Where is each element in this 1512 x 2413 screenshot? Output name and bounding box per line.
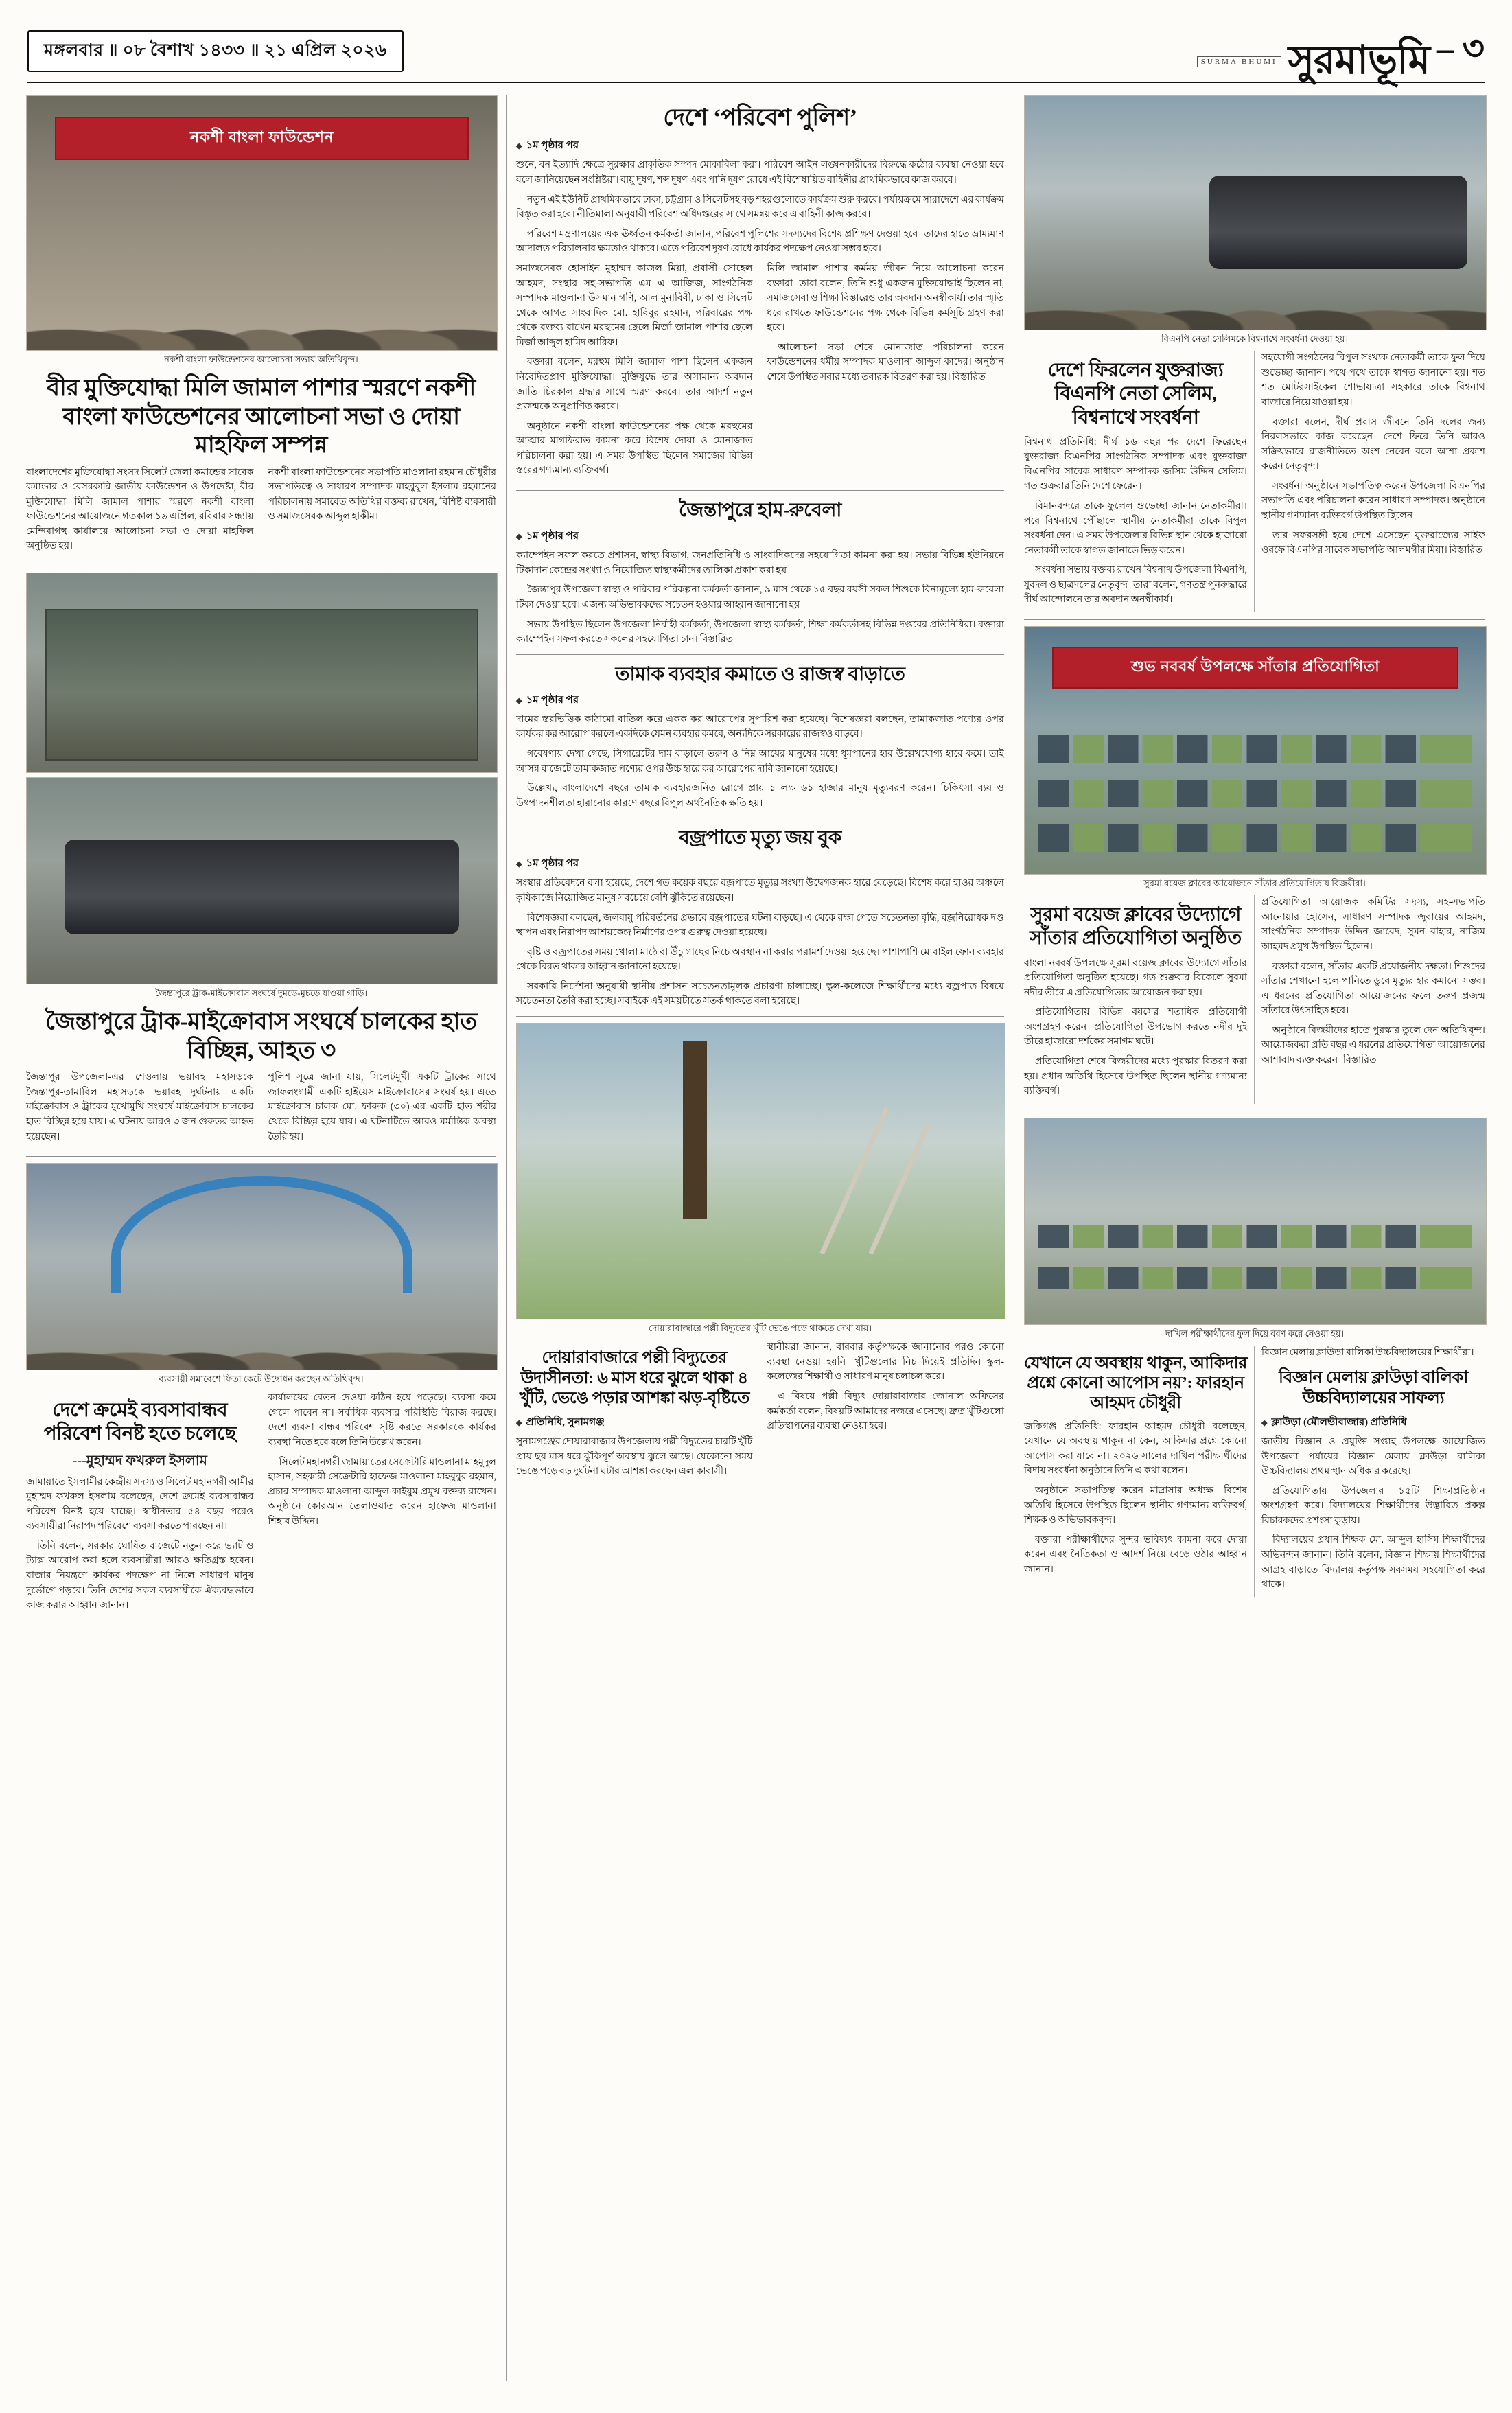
- story-paragraph: প্রতিযোগিতায় উপজেলার ১৫টি শিক্ষাপ্রতিষ্ঠান অংশগ্রহণ করে। বিদ্যালয়ের শিক্ষার্থীদের উদ্ভাবিত প্রকল্প বিচারকদের প্রশংসা কুড়ায়।: [1261, 1485, 1485, 1526]
- story-paragraph: অনুষ্ঠানে নকশী বাংলা ফাউন্ডেশনের পক্ষ থেকে মরহুমের আত্মার মাগফিরাত কামনা করে বিশেষ দোয়া ও মোনাজাত পরিচালনা করা হয়। এ সময় উপস্থিত ছিলেন সমাজের বিভিন্ন স্তরের গণ্যমান্য ব্যক্তিবর্গ।: [516, 420, 753, 476]
- story-paragraph: তার সফরসঙ্গী হয়ে দেশে এসেছেন যুক্তরাজ্যের সাইফ ওরফে বিএনপির সাবেক সভাপতি আলমগীর মিয়া। বিস্তারিত: [1261, 529, 1485, 556]
- brand-tagline: SURMA BHUMI: [1197, 56, 1281, 67]
- story-paragraph: জাতীয় বিজ্ঞান ও প্রযুক্তি সপ্তাহ উপলক্ষে আয়োজিত উপজেলা পর্যায়ের বিজ্ঞান মেলায় ক্লাউড়া বালিকা উচ্চবিদ্যালয় প্রথম স্থান অধিকার করেছে।: [1261, 1436, 1485, 1477]
- photo-banner: শুভ নববর্ষ উপলক্ষে সাঁতার প্রতিযোগিতা: [1052, 647, 1458, 689]
- photo-people-row: [1038, 824, 1472, 852]
- story-paragraph: বক্তারা বলেন, সাঁতার একটি প্রয়োজনীয় দক্ষতা। শিশুদের সাঁতার শেখানো হলে পানিতে ডুবে মৃত্যুর হার কমানো সম্ভব। এ ধরনের প্রতিযোগিতা আয়োজনের ফলে তরুণ প্রজন্ম সাঁতারে উৎসাহিত হবে।: [1261, 960, 1485, 1017]
- truck-shape: [45, 609, 478, 760]
- headline-measles-rubella: জৈন্তাপুরে হাম-রুবেলা: [678, 500, 842, 522]
- byline-continued: ◆ ১ম পৃষ্ঠার পর: [516, 692, 1004, 709]
- story-paragraph: বাংলাদেশের মুক্তিযোদ্ধা সংসদ সিলেট জেলা কমান্ডের সাবেক কমান্ডার ও বেসরকারি জাতীয় ফাউন্ডেশন ও উপদেষ্টা, বীর মুক্তিযোদ্ধা মিলি জামাল পাশার স্মরণে নকশী বাংলা ফাউন্ডেশনের আয়োজনে গতকাল ১৯ এপ্রিল, রবিবার সন্ধ্যায় মেন্দিবাগস্থ কার্যালয়ে আলোচনা সভা ও দোয়া মাহফিল অনুষ্ঠিত হয়।: [26, 466, 254, 552]
- photo-caption: ব্যবসায়ী সমাবেশে ফিতা কেটে উদ্বোধন করছেন অতিথিবৃন্দ।: [159, 1374, 364, 1385]
- story-paragraph: প্রতিযোগিতা আয়োজক কমিটির সদস্য, সহ-সভাপতি আনোয়ার হোসেন, সাধারণ সম্পাদক জুবায়ের আহমদ, সাংগঠনিক সম্পাদক উদ্দিন জাবেদ, সুমন বাহার, নাজিম আহমদ প্রমুখ উপস্থিত ছিলেন।: [1261, 897, 1485, 952]
- story-paragraph: বিদ্যালয়ের প্রধান শিক্ষক মো. আব্দুল হাসিম শিক্ষার্থীদের অভিনন্দন জানান। তিনি বলেন, বিজ্ঞান শিক্ষায় শিক্ষার্থীদের আগ্রহ বাড়াতে বিদ্যালয় কর্তৃপক্ষ সবসময় সহযোগিতা করে থাকে।: [1261, 1534, 1485, 1591]
- column-left: [26, 95, 507, 2381]
- photo-caption: জৈন্তাপুরে ট্রাক-মাইক্রোবাস সংঘর্ষে দুমড়ে-মুচড়ে যাওয়া গাড়ি।: [154, 988, 368, 999]
- story-paragraph: তিনি বলেন, সরকার ঘোষিত বাজেটে নতুন করে ভ্যাট ও ট্যাক্স আরোপ করা হলে ব্যবসায়ীরা আরও ক্ষতিগ্রস্ত হবেন। বাজার নিয়ন্ত্রণে কার্যকর পদক্ষেপ না নিলে সাধারণ মানুষ দুর্ভোগে পড়বে। তিনি দেশের সকল ব্যবসায়ীকে ঐক্যবদ্ধভাবে কাজ করার আহ্বান জানান।: [26, 1540, 254, 1611]
- story-paragraph: মিলি জামাল পাশার কর্মময় জীবন নিয়ে আলোচনা করেন বক্তারা। তারা বলেন, তিনি শুধু একজন মুক্তিযোদ্ধাই ছিলেন না, সমাজসেবা ও শিক্ষা বিস্তারেও তার অবদান অনস্বীকার্য। তার স্মৃতি ধরে রাখতে ফাউন্ডেশনের পক্ষ থেকে বিভিন্ন কর্মসূচি গ্রহণ করা হবে।: [767, 262, 1004, 334]
- photo-people: [27, 233, 497, 350]
- photo-people-row: [1038, 735, 1472, 763]
- headline-jaintapur-accident: জৈন্তাপুরে ট্রাক-মাইক্রোবাস সংঘর্ষে চালকের হাত বিচ্ছিন্ন, আহত ৩: [45, 1009, 478, 1063]
- photo-caption: বিএনপি নেতা সেলিমকে বিশ্বনাথে সংবর্ধনা দেওয়া হয়।: [1161, 334, 1349, 344]
- story-paragraph: স্থানীয়রা জানান, বারবার কর্তৃপক্ষকে জানানোর পরও কোনো ব্যবস্থা নেওয়া হয়নি। খুঁটিগুলোর নিচ দিয়েই প্রতিদিন স্কুল-কলেজের শিক্ষার্থী ও সাধারণ মানুষ চলাচল করে।: [767, 1341, 1004, 1383]
- story-paragraph: সরকারি নির্দেশনা অনুযায়ী স্থানীয় প্রশাসন সচেতনতামূলক প্রচারণা চালাচ্ছে। স্কুল-কলেজে শিক্ষার্থীদের মধ্যে বজ্রপাত বিষয়ে সচেতনতা তৈরি করা হচ্ছে। সবাইকে এই সময়টাতে সতর্ক থাকতে বলা হয়েছে।: [516, 980, 1004, 1007]
- story-paragraph: দামের স্তরভিত্তিক কাঠামো বাতিল করে একক কর আরোপের সুপারিশ করা হয়েছে। বিশেষজ্ঞরা বলছেন, তামাকজাত পণ্যের ওপর কার্যকর কর আরোপ করলে একদিকে যেমন ব্যবহার কমবে, অন্যদিকে সরকারের রাজস্বও বাড়বে।: [516, 713, 1004, 740]
- masthead: [27, 19, 1485, 84]
- headline-science-fair: বিজ্ঞান মেলায় ক্লাউড়া বালিকা উচ্চবিদ্যালয়ের সাফল্য: [1279, 1369, 1468, 1407]
- story-paragraph: সংবর্ধনা অনুষ্ঠানে সভাপতিত্ব করেন উপজেলা বিএনপির সভাপতি এবং পরিচালনা করেন সাধারণ সম্পাদক। অনুষ্ঠানে স্থানীয় গণ্যমান্য ব্যক্তিবর্গ উপস্থিত ছিলেন।: [1261, 480, 1485, 521]
- story-paragraph: কার্যালয়ের বেতন দেওয়া কঠিন হয়ে পড়েছে। ব্যবসা কমে গেলে পাবেন না। সর্বাধিক ব্যবসার পরিস্থিতি বিরাজ করছে। দেশে ব্যবসা বান্ধব পরিবেশ সৃষ্টি করতে সরকারকে কার্যকর ব্যবস্থা নিতে হবে বলে তিনি উল্লেখ করেন।: [268, 1392, 496, 1448]
- story-paragraph: এ বিষয়ে পল্লী বিদ্যুৎ দোয়ারাবাজার জোনাল অফিসের কর্মকর্তা বলেন, বিষয়টি আমাদের নজরে এসেছে। দ্রুত খুঁটিগুলো প্রতিস্থাপনের ব্যবস্থা নেওয়া হবে।: [767, 1390, 1004, 1432]
- photo-people-row: [1038, 1225, 1472, 1248]
- story-paragraph: বক্তারা বলেন, দীর্ঘ প্রবাস জীবনে তিনি দলের জন্য নিরলসভাবে কাজ করেছেন। দেশে ফিরে তিনি আরও সক্রিয়ভাবে রাজনীতিতে অংশ নেবেন বলে আশা প্রকাশ করেন নেতৃবৃন্দ।: [1261, 416, 1485, 472]
- story-paragraph: সহযোগী সংগঠনের বিপুল সংখ্যক নেতাকর্মী তাকে ফুল দিয়ে শুভেচ্ছা জানান। পথে পথে তাকে স্বাগত জানানো হয়। শত শত মোটরসাইকেল শোভাযাত্রা সহকারে তাকে বিশ্বনাথ বাজারে নিয়ে যাওয়া হয়।: [1261, 352, 1485, 408]
- story-paragraph: অনুষ্ঠানে সভাপতিত্ব করেন মাদ্রাসার অধ্যক্ষ। বিশেষ অতিথি হিসেবে উপস্থিত ছিলেন স্থানীয় গণ্যমান্য ব্যক্তিবর্গ, শিক্ষক ও অভিভাবকবৃন্দ।: [1024, 1485, 1247, 1526]
- headline-lightning-deaths: বজ্রপাতে মৃত্যু জয় বুক: [679, 827, 841, 849]
- story-paragraph: প্রতিযোগিতা শেষে বিজয়ীদের মধ্যে পুরস্কার বিতরণ করা হয়। প্রধান অতিথি হিসেবে উপস্থিত ছিলেন স্থানীয় গণ্যমান্য ব্যক্তিবর্গ।: [1024, 1055, 1247, 1097]
- photo-madrasa-students: [1024, 1118, 1487, 1325]
- photo-caption: নকশী বাংলা ফাউন্ডেশনের আলোচনা সভায় অতিথিবৃন্দ।: [164, 354, 358, 365]
- story-paragraph: জৈন্তাপুর উপজেলা স্বাস্থ্য ও পরিবার পরিকল্পনা কর্মকর্তা জানান, ৯ মাস থেকে ১৫ বছর বয়সী সকল শিশুকে বিনামূল্যে হাম-রুবেলা টিকা দেওয়া হবে। এজন্য অভিভাবকদের সচেতন হওয়ার আহ্বান জানানো হয়।: [516, 584, 1004, 610]
- story-paragraph: ক্যাম্পেইন সফল করতে প্রশাসন, স্বাস্থ্য বিভাগ, জনপ্রতিনিধি ও সাংবাদিকদের সহযোগিতা কামনা করা হয়। সভায় বিভিন্ন ইউনিয়নে টিকাদান কেন্দ্রের সংখ্যা ও নিয়োজিত স্বাস্থ্যকর্মীদের তালিকা প্রকাশ করা হয়।: [516, 550, 1004, 576]
- headline-business-environment: দেশে ক্রমেই ব্যবসাবান্ধব পরিবেশ বিনষ্ট হতে চলেছে: [43, 1400, 236, 1445]
- photo-people-row: [1038, 1267, 1472, 1289]
- story-paragraph: উল্লেখ্য, বাংলাদেশে বছরে তামাক ব্যবহারজনিত রোগে প্রায় ১ লক্ষ ৬১ হাজার মানুষ মৃত্যুবরণ করেন। চিকিৎসা ব্যয় ও উৎপাদনশীলতা হারানোর কারণে বছরে বিপুল অর্থনৈতিক ক্ষতি হয়।: [516, 783, 1004, 809]
- story-paragraph: সিলেট মহানগরী জামায়াতের সেক্রেটারি মাওলানা মাহমুদুল হাসান, সহকারী সেক্রেটারি হাফেজ মাওলানা মাহবুবুর রহমান, প্রচার সম্পাদক মাওলানা আব্দুল কাইয়ুম প্রমুখ বক্তব্য রাখেন। অনুষ্ঠানে কোরআন তেলাওয়াত করেন হাফেজ মাওলানা শিহাব উদ্দিন।: [268, 1456, 496, 1527]
- paper-name: সুরমাভূমি: [1288, 38, 1430, 83]
- story-paragraph: সুনামগঞ্জের দোয়ারাবাজার উপজেলায় পল্লী বিদ্যুতের চারটি খুঁটি প্রায় ছয় মাস ধরে ঝুঁকিপূর্ণ অবস্থায় ঝুলে আছে। যেকোনো সময় ভেঙে পড়ে বড় দুর্ঘটনা ঘটার আশঙ্কা করছেন এলাকাবাসী।: [516, 1436, 753, 1477]
- leaning-pole: [868, 1123, 930, 1254]
- headline-bnp-leader-return: দেশে ফিরলেন যুক্তরাজ্য বিএনপি নেতা সেলিম, বিশ্বনাথে সংবর্ধনা: [1047, 360, 1224, 428]
- date-line: মঙ্গলবার ॥ ০৮ বৈশাখ ১৪৩৩ ॥ ২১ এপ্রিল ২০২৬: [27, 30, 404, 72]
- page-number: – ৩: [1436, 28, 1485, 67]
- story-paragraph: সভায় উপস্থিত ছিলেন উপজেলা নির্বাহী কর্মকর্তা, উপজেলা স্বাস্থ্য কর্মকর্তা, শিক্ষা কর্মকর্তাসহ বিভিন্ন দপ্তরের প্রতিনিধিরা। বক্তারা ক্যাম্পেইন সফল করতে সকলের সহযোগিতা চান। বিস্তারিত: [516, 619, 1004, 645]
- microbus-shape: [65, 840, 459, 934]
- story-paragraph: সমাজসেবক হোসাইন মুহাম্মদ কাজল মিয়া, প্রবাসী সোহেল আহমদ, সংস্থার সহ-সভাপতি এম এ আজিজ, সাংগঠনিক সম্পাদক মাওলানা উসমান গণি, আল মুনাবিবী, ঢাকা ও সিলেট থেকে আগত সাংবাদিক মো. হাবিবুর রহমান, পরিবারের পক্ষ থেকে বক্তব্য রাখেন মরহুমের ছেলে মির্জা জামাল পাশার ছেলে মির্জা আব্দুল হামিদ আরিফ।: [516, 262, 753, 348]
- story-paragraph: অনুষ্ঠানে বিজয়ীদের হাতে পুরস্কার তুলে দেন অতিথিবৃন্দ। আয়োজকরা প্রতি বছর এ ধরনের প্রতিযোগিতা আয়োজনের আশাবাদ ব্যক্ত করেন। বিস্তারিত: [1261, 1024, 1485, 1065]
- headline-power-poles: দোয়ারাবাজারে পল্লী বিদ্যুতের উদাসীনতা: ৬ মাস ধরে ঝুলে থাকা ৪ খুঁটি, ভেঙে পড়ার আশঙ্কা ঝড়-বৃষ্টিতে: [519, 1349, 749, 1407]
- photo-swimming-winners: [1024, 626, 1487, 875]
- story-paragraph: পরিবেশ মন্ত্রণালয়ের এক ঊর্ধ্বতন কর্মকর্তা জানান, পরিবেশ পুলিশের সদস্যদের বিশেষ প্রশিক্ষণ দেওয়া হবে। তাদের হাতে ভ্রাম্যমাণ আদালত পরিচালনার ক্ষমতাও থাকবে। এতে পরিবেশ দূষণ রোধে কার্যকর পদক্ষেপ নেওয়া সম্ভব হবে।: [516, 228, 1004, 255]
- story-paragraph: বিমানবন্দরে তাকে ফুলেল শুভেচ্ছা জানান নেতাকর্মীরা। পরে বিশ্বনাথে পৌঁছালে স্থানীয় নেতাকর্মীরা তাকে বিপুল সংবর্ধনা দেন। এ সময় উপজেলার বিভিন্ন স্থান থেকে হাজারো নেতাকর্মী তাকে স্বাগত জানাতে ভিড় করেন।: [1024, 500, 1247, 556]
- brand: [1197, 23, 1485, 83]
- headline-swimming-competition: সুরমা বয়েজ ক্লাবের উদ্যোগে সাঁতার প্রতিযোগিতা অনুষ্ঠিত: [1030, 904, 1242, 949]
- story-paragraph: বাংলা নববর্ষ উপলক্ষে সুরমা বয়েজ ক্লাবের উদ্যোগে সাঁতার প্রতিযোগিতা অনুষ্ঠিত হয়েছে। গত শুক্রবার বিকেলে সুরমা নদীর তীরে এ প্রতিযোগিতার আয়োজন করা হয়।: [1024, 957, 1247, 998]
- story-paragraph: নকশী বাংলা ফাউন্ডেশনের সভাপতি মাওলানা রহমান চৌধুরীর সভাপতিত্বে ও সাধারণ সম্পাদক মাহবুবুল ইসলাম রহমানের পরিচালনায় সমাবেত অতিথির বক্তব্য রাখেন, বিশিষ্ট ব্যবসায়ী ও সমাজসেবক আব্দুল হাকীম।: [268, 466, 496, 522]
- story-paragraph: জৈন্তাপুর উপজেলা-এর শেওলায় ভয়াবহ মহাসড়কে জৈন্তাপুর-তামাবিল মহাসড়কে ভয়াবহ দুর্ঘটনায় একটি মাইক্রোবাস ও ট্রাকের মুখোমুখি সংঘর্ষে মাইক্রোবাস চালকের হাত বিচ্ছিন্ন হয়ে যায়। এ ঘটনায় আরও ৩ জন গুরুতর আহত হয়েছেন।: [26, 1072, 254, 1142]
- byline-continued: ◆ ১ম পৃষ্ঠার পর: [516, 528, 1004, 545]
- photo-people-row: [1038, 780, 1472, 807]
- photo-truck: [26, 573, 498, 773]
- story-paragraph: বিশ্বনাথ প্রতিনিধি: দীর্ঘ ১৬ বছর পর দেশে ফিরেছেন যুক্তরাজ্য বিএনপির সাংগঠনিক সম্পাদক এবং যুক্তরাজ্য বিএনপির সাবেক সাধারণ সম্পাদক জসিম উদ্দিন সেলিম। গত শুক্রবার তিনি দেশে ফেরেন।: [1024, 436, 1247, 492]
- page-columns: [26, 95, 1486, 2381]
- column-center: [507, 95, 1014, 2381]
- photo-caption: দাখিল পরীক্ষার্থীদের ফুল দিয়ে বরণ করে নেওয়া হয়।: [1165, 1328, 1345, 1339]
- story-paragraph: শুনে, বন ইত্যাদি ক্ষেত্রে সুরক্ষার প্রাকৃতিক সম্পদ মোকাবিলা করা। পরিবেশ আইন লঙ্ঘনকারীদের বিরুদ্ধে কঠোর ব্যবস্থা নেওয়া হবে বলে জানিয়েছেন সংশ্লিষ্টরা। বায়ু দূষণ, শব্দ দূষণ এবং পানি দূষণ রোধে এই বিশেষায়িত বাহিনীর প্রাথমিকভাবে কাজ করবে।: [516, 159, 1004, 186]
- photo-banner: নকশী বাংলা ফাউন্ডেশন: [55, 117, 469, 160]
- byline-reporter: ◆ প্রতিনিধি, সুনামগঞ্জ: [516, 1414, 753, 1431]
- story-paragraph: বক্তারা পরীক্ষার্থীদের সুন্দর ভবিষ্যৎ কামনা করে দোয়া করেন এবং নৈতিকতা ও আদর্শ নিয়ে বেড়ে ওঠার আহ্বান জানান।: [1024, 1534, 1247, 1575]
- story-paragraph: গবেষণায় দেখা গেছে, সিগারেটের দাম বাড়ালে তরুণ ও নিম্ন আয়ের মানুষের মধ্যে ধূমপানের হার উল্লেখযোগ্য হারে কমে। তাই আসন্ন বাজেটে তামাকজাত পণ্যের ওপর উচ্চ হারে কর আরোপের দাবি জানানো হয়েছে।: [516, 748, 1004, 774]
- headline-tobacco-tax: তামাক ব্যবহার কমাতে ও রাজস্ব বাড়াতে: [615, 663, 905, 685]
- subhead-speaker: ---মুহাম্মদ ফখরুল ইসলাম: [72, 1453, 207, 1468]
- photo-inauguration: [26, 1163, 498, 1370]
- column-right: [1014, 95, 1485, 2381]
- story-paragraph: বক্তারা বলেন, মরহুম মিলি জামাল পাশা ছিলেন একজন নিবেদিতপ্রাণ মুক্তিযোদ্ধা। মুক্তিযুদ্ধে তার অসামান্য অবদান জাতি চিরকাল শ্রদ্ধার সাথে স্মরণ করবে। তার আদর্শ নতুন প্রজন্মকে অনুপ্রাণিত করবে।: [516, 356, 753, 413]
- story-paragraph: বৃষ্টি ও বজ্রপাতের সময় খোলা মাঠে বা উঁচু গাছের নিচে অবস্থান না করার পরামর্শ দেওয়া হয়েছে। পাশাপাশি মোবাইল ফোন ব্যবহার থেকে বিরত থাকার আহ্বান জানানো হয়েছে।: [516, 946, 1004, 973]
- story-paragraph: বিশেষজ্ঞরা বলছেন, জলবায়ু পরিবর্তনের প্রভাবে বজ্রপাতের ঘটনা বাড়ছে। এ থেকে রক্ষা পেতে সচেতনতা বৃদ্ধি, বজ্রনিরোধক দণ্ড স্থাপন এবং নিরাপদ আশ্রয়কেন্দ্র নির্মাণের ওপর গুরুত্ব দেওয়া হয়েছে।: [516, 912, 1004, 938]
- photo-reception-street: [1024, 95, 1487, 330]
- story-paragraph: সংস্থার প্রতিবেদনে বলা হয়েছে, দেশে গত কয়েক বছরে বজ্রপাতে মৃত্যুর সংখ্যা উদ্বেগজনক হারে বেড়েছে। বিশেষ করে হাওর অঞ্চলে কৃষিকাজে নিয়োজিত মানুষ সবচেয়ে বেশি ঝুঁকিতে রয়েছেন।: [516, 877, 1004, 904]
- photo-caption: সুরমা বয়েজ ক্লাবের আয়োজনে সাঁতার প্রতিযোগিতায় বিজয়ীরা।: [1143, 878, 1366, 889]
- photo-caption: দোয়ারাবাজারে পল্লী বিদ্যুতের খুঁটি ভেঙে পড়ে থাকতে দেখা যায়।: [648, 1323, 872, 1334]
- story-paragraph: প্রতিযোগিতায় বিভিন্ন বয়সের শতাধিক প্রতিযোগী অংশগ্রহণ করেন। প্রতিযোগিতা উপভোগ করতে নদীর দুই তীরে হাজারো দর্শকের সমাগম ঘটে।: [1024, 1006, 1247, 1048]
- byline-reporter: ◆ ক্লাউড়া (মৌলভীবাজার) প্রতিনিধি: [1261, 1414, 1485, 1431]
- byline-continued: ◆ ১ম পৃষ্ঠার পর: [516, 855, 1004, 873]
- photo-people: [27, 1275, 497, 1370]
- story-paragraph: নতুন এই ইউনিট প্রাথমিকভাবে ঢাকা, চট্টগ্রাম ও সিলেটসহ বড় শহরগুলোতে কার্যক্রম শুরু করবে। পর্যায়ক্রমে সারাদেশে এর কার্যক্রম বিস্তৃত করা হবে। নীতিমালা অনুযায়ী পরিবেশ অধিদপ্তরের সাথে সমন্বয় করে এ বাহিনী কাজ করবে।: [516, 194, 1004, 220]
- photo-meeting: [26, 95, 498, 351]
- story-paragraph: জামায়াতে ইসলামীর কেন্দ্রীয় সদস্য ও সিলেট মহানগরী আমীর মুহাম্মদ ফখরুল ইসলাম বলেছেন, দেশে ক্রমেই ব্যবসাবান্ধব পরিবেশ বিনষ্ট হয়ে যাচ্ছে। স্বাধীনতার ৫৪ বছর পরেও ব্যবসায়ীরা নিরাপদ পরিবেশে ব্যবসা করতে পারছেন না।: [26, 1476, 254, 1532]
- photo-people: [1025, 222, 1486, 330]
- story-paragraph: পুলিশ সূত্রে জানা যায়, সিলেটমুখী একটি ট্রাকের সাথে জাফলংগামী একটি হাইয়েস মাইক্রোবাসের সংঘর্ষ হয়। এতে মাইক্রোবাস চালক মো. ফারুক (৩০)-এর একটি হাত শরীর থেকে বিচ্ছিন্ন হয়ে যায়। এ ঘটনাটিতে আরও মর্মান্তিক অবস্থা তৈরি হয়।: [268, 1072, 496, 1142]
- tree-shape: [683, 1041, 708, 1219]
- story-paragraph: আলোচনা সভা শেষে মোনাজাত পরিচালনা করেন ফাউন্ডেশনের ধর্মীয় সম্পাদক মাওলানা আব্দুল কাদের। অনুষ্ঠান শেষে উপস্থিত সবার মধ্যে তবারক বিতরণ করা হয়। বিস্তারিত: [767, 341, 1004, 382]
- story-paragraph: সংবর্ধনা সভায় বক্তব্য রাখেন বিশ্বনাথ উপজেলা বিএনপি, যুবদল ও ছাত্রদলের নেতৃবৃন্দ। তারা বলেন, গণতন্ত্র পুনরুদ্ধারে দীর্ঘ আন্দোলনে তার অবদান অনস্বীকার্য।: [1024, 564, 1247, 605]
- story-paragraph: বিজ্ঞান মেলায় ক্লাউড়া বালিকা উচ্চবিদ্যালয়ের শিক্ষার্থীরা।: [1261, 1346, 1474, 1358]
- headline-environment-police: দেশে ‘পরিবেশ পুলিশ’: [663, 105, 857, 130]
- headline-aqidah-statement: যেখানে যে অবস্থায় থাকুন, আকিদার প্রশ্নে কোনো আপোস নয়’: ফারহান আহমদ চৌধুরী: [1024, 1354, 1247, 1413]
- headline-naksi-bangla: বীর মুক্তিযোদ্ধা মিলি জামাল পাশার স্মরণে নকশী বাংলা ফাউন্ডেশনের আলোচনা সভা ও দোয়া মাহফিল সম্পন্ন: [47, 376, 476, 459]
- photo-electric-pole: [516, 1023, 1005, 1319]
- story-paragraph: জকিগঞ্জ প্রতিনিধি: ফারহান আহমদ চৌধুরী বলেছেন, যেখানে যে অবস্থায় থাকুন না কেন, আকিদার প্রশ্নে কোনো আপোস করা যাবে না। ২০২৬ সালের দাখিল পরীক্ষার্থীদের বিদায় সংবর্ধনা অনুষ্ঠানে তিনি এ কথা বলেন।: [1024, 1420, 1247, 1477]
- photo-microbus: [26, 777, 498, 984]
- byline-continued: ◆ ১ম পৃষ্ঠার পর: [516, 137, 1004, 154]
